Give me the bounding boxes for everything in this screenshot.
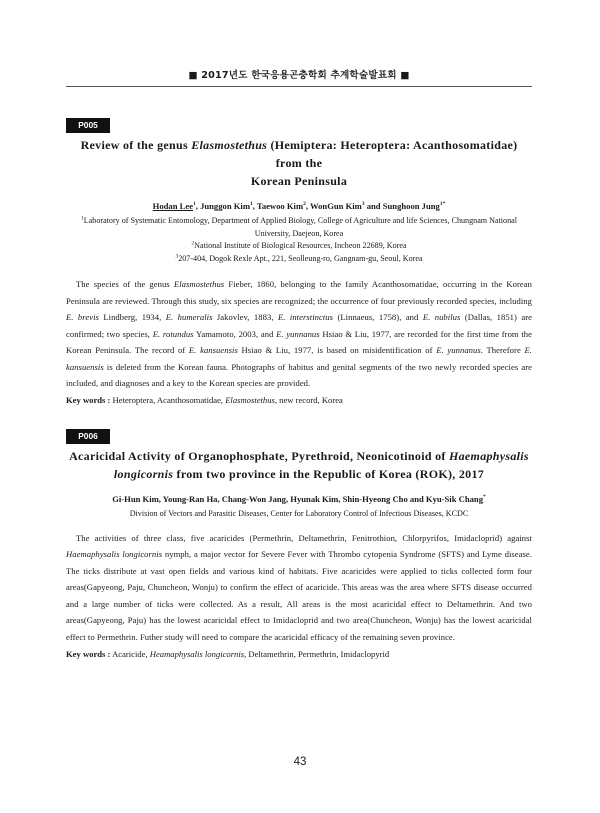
abstract-code-badge: P006 xyxy=(66,429,110,444)
keywords: Key words : Heteroptera, Acanthosomatidae, Elasmostethus, new record, Korea xyxy=(66,394,343,405)
abstract-p006 xyxy=(66,447,532,661)
author-list: Gi-Hun Kim, Young-Ran Ha, Chang-Won Jang, Hyunak Kim, Shin-Hyeong Cho and Kyu-Sik Chang* xyxy=(112,494,486,504)
abstract-code-badge: P005 xyxy=(66,118,110,133)
affiliations xyxy=(66,215,532,265)
keywords: Key words : Acaricide, Heamaphysalis longicornis, Deltamethrin, Permethrin, Imidaclopyrid xyxy=(66,649,390,659)
abstract-title: Acaricidal Activity of Organophosphate, Pyrethroid, Neonicotinoid of Haemaphysalis longicornis from two province in the Republic of Korea (ROK), 2017 xyxy=(69,449,529,481)
author-list: Hodan Lee$^1$, Junggon Kim$^1$, Taewoo Kim$^2$, WonGun Kim$^3$ and Sunghoon Jung$^{1*}$ xyxy=(152,201,446,211)
abstract-body: The species of the genus Elasmostethus Fieber, 1860, belonging to the family Acanthosomatidae, occurring in the Korean Peninsula are reviewed. Through this study, six species are recognized; the occurrence of four previously recorded species, including E. brevis Lindberg, 1934, E. humeralis Jakovlev, 1883, E. interstinctus (Linnaeus, 1758), and E. nubilus (Dallas, 1851) are confirmed; two species, E. rotundus Yamamoto, 2003, and E. yunnanus Hsiao & Liu, 1977, are recorded for the first time from the Korean Peninsula. The record of E. kansuensis Hsiao & Liu, 1977, is based on misidentification of E. yunnanus. Therefore E. kansuensis is deleted from the Korean fauna. Photographs of habitus and genital segments of the two newly recorded species are included, and diagnoses and a key to the Korean species are provided. xyxy=(66,279,533,388)
page-number: 43 xyxy=(293,756,307,768)
affiliation-line: Division of Vectors and Parasitic Diseases, Center for Laboratory Control of Infectious Diseases, KCDC xyxy=(129,509,469,518)
affiliation-line: $^2$National Institute of Biological Resources, Incheon 22689, Korea xyxy=(191,240,407,250)
affiliation-line: $^1$Laboratory of Systematic Entomology, Department of Applied Biology, College of Agriculture and life Sciences, Chungnam National University, Daejeon, Korea xyxy=(81,215,517,238)
abstract-title: Review of the genus Elasmostethus (Hemiptera: Heteroptera: Acanthosomatidae) from the Korean Peninsula xyxy=(80,138,518,188)
header-rule xyxy=(66,86,532,87)
abstract-p005 xyxy=(66,136,532,407)
abstract-body: The activities of three class, five acaricides (Permethrin, Deltamethrin, Fenitrothion, Chlorpyrifos, Imidacloprid) against Haemaphysalis longicornis nymph, a major vector for Severe Fever with Thrombo cytopenia Syndrome (SFTS) and Lyme disease. The ticks distribute at vast open fields and various kind of habitats. Five acaricides were applied to ticks collected form four areas(Gapyeong, Paju, Chuncheon, Wonju) to confirm the effect of acaricide. This areas was the area where SFTS disease occurred and a large number of ticks were collected. As a result, All areas is the most acaricidal effect to Deltamethrin. And two areas(Gapyeong, Paju) has the lowest acaricidal effect to Imidacloprid and two area(Chuncheon, Wonju) has the lowest acaricidal effect to Permethrin. Futher study will need to compare the acaricidal efficacy of the remaining seven province. xyxy=(66,532,532,642)
affiliation-line: $^3$207-404, Dogok Rexle Apt., 221, Seolleung-ro, Gangnam-gu, Seoul, Korea xyxy=(175,252,423,263)
running-header: ■ 2017년도 한국응용곤충학회 추계학술발표회 ■ xyxy=(188,70,410,81)
